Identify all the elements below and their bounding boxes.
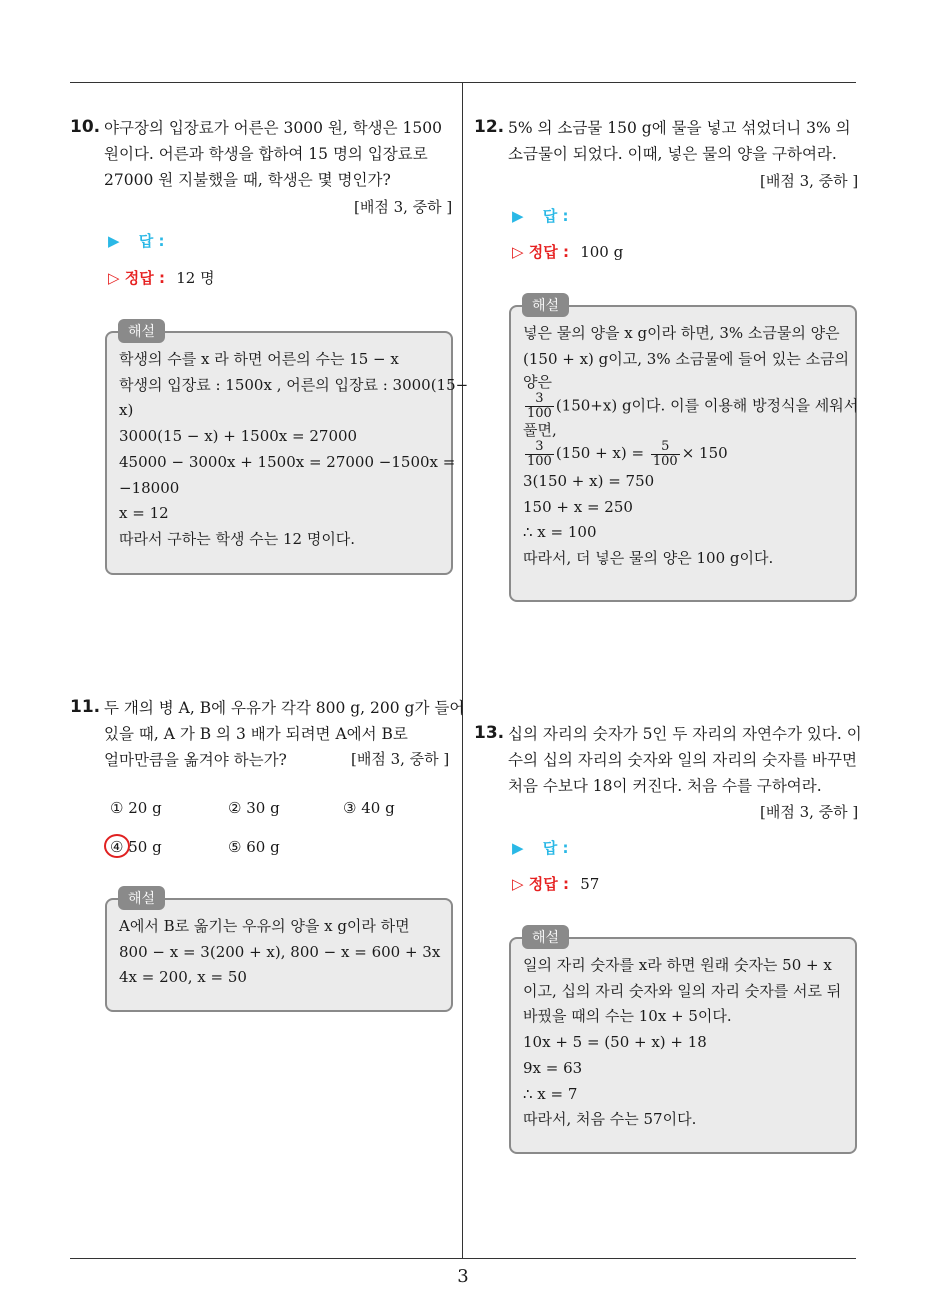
explanation-box [105, 898, 453, 1012]
question-number: 12. [474, 117, 505, 137]
explanation-line: 150 + x = 250 [523, 497, 633, 516]
option-1[interactable]: ① 20 g [110, 799, 162, 817]
bottom-rule [70, 1258, 856, 1259]
explanation-line: 바꿨을 때의 수는 10x + 5이다. [523, 1007, 732, 1026]
fraction: $\frac{3}{100}$ [527, 391, 552, 422]
question-line: 얼마만큼을 옮겨야 하는가? [104, 751, 287, 769]
question-number: 10. [70, 117, 101, 137]
question-text [508, 721, 862, 799]
correct-answer-label: 정답 : [528, 875, 569, 893]
option-3[interactable]: ③ 40 g [343, 799, 395, 817]
explanation-line: 따라서, 더 넣은 물의 양은 100 g이다. [523, 549, 774, 568]
explanation-line: 학생의 수를 x 라 하면 어른의 수는 15 − x [119, 350, 399, 368]
explanation-line: 일의 자리 숫자를 x라 하면 원래 숫자는 50 + x [523, 956, 832, 974]
top-rule [70, 82, 856, 83]
correct-answer-label: 정답 : [528, 243, 569, 261]
explanation-line: 이고, 십의 자리 숫자와 일의 자리 숫자를 서로 뒤 [523, 981, 842, 1000]
explanation-line: 3000(15 − x) + 1500x = 27000 [119, 427, 358, 446]
explanation-line: 10x + 5 = (50 + x) + 18 [523, 1033, 707, 1052]
explanation-tag: 해설 [118, 886, 165, 910]
explanation-tag: 해설 [522, 925, 569, 949]
question-number: 13. [474, 723, 505, 743]
question-line: 5% 의 소금물 150 g에 물을 넣고 섞었더니 3% 의 [508, 119, 851, 137]
play-triangle-icon: ▶ [512, 207, 524, 225]
question-line: 27000 원 지불했을 때, 학생은 몇 명인가? [104, 171, 391, 189]
question-line: 십의 자리의 숫자가 5인 두 자리의 자연수가 있다. 이 [508, 725, 862, 743]
question-line: 소금물이 되었다. 이때, 넣은 물의 양을 구하여라. [508, 145, 837, 163]
explanation-tag: 해설 [522, 293, 569, 317]
explanation-line: −18000 [119, 478, 180, 497]
option-2[interactable]: ② 30 g [228, 799, 280, 817]
explanation-line: 3(150 + x) = 750 [523, 471, 655, 490]
explanation-line: 4x = 200, x = 50 [119, 968, 247, 987]
explanation-line: ∴ x = 100 [523, 523, 597, 542]
question-line: 수의 십의 자리의 숫자와 일의 자리의 숫자를 바꾸면 [508, 751, 857, 769]
column-divider [462, 83, 463, 1258]
question-line: 처음 수보다 18이 커진다. 처음 수를 구하여라. [508, 777, 822, 795]
answer-label: 답 : [138, 232, 165, 250]
explanation-line: x) [119, 401, 134, 420]
option-5[interactable]: ⑤ 60 g [228, 838, 280, 856]
play-triangle-icon: ▶ [512, 839, 524, 857]
fraction: $\frac{3}{100}$ [527, 438, 552, 469]
correct-answer-value: 57 [580, 875, 600, 893]
explanation-box [105, 331, 469, 575]
score-label: [배점 3, 중하 ] [760, 803, 859, 821]
outline-triangle-icon: ▷ [108, 269, 120, 287]
explanation-line: 9x = 63 [523, 1058, 583, 1077]
question-line: 원이다. 어른과 학생을 합하여 15 명의 입장료로 [104, 145, 428, 163]
answer-row[interactable] [512, 205, 569, 226]
correct-answer-label: 정답 : [124, 269, 165, 287]
answer-row[interactable] [108, 230, 165, 251]
explanation-line: 800 − x = 3(200 + x), 800 − x = 600 + 3x [119, 942, 441, 961]
score-label: [배점 3, 중하 ] [354, 198, 453, 216]
correct-answer-value: 100 g [580, 243, 624, 261]
explanation-line: 45000 − 3000x + 1500x = 27000 −1500x = [119, 452, 456, 471]
outline-triangle-icon: ▷ [512, 875, 524, 893]
explanation-line: 따라서 구하는 학생 수는 12 명이다. [119, 529, 356, 548]
question-number: 11. [70, 697, 101, 717]
question-line: 야구장의 입장료가 어른은 3000 원, 학생은 1500 [104, 119, 442, 137]
question-line: 두 개의 병 A, B에 우유가 각각 800 g, 200 g가 들어 [104, 699, 465, 717]
explanation-line: 풀면, [523, 421, 557, 440]
explanation-line: 따라서, 처음 수는 57이다. [523, 1110, 697, 1129]
explanation-box [509, 937, 857, 1154]
option-4[interactable]: ④ 50 g [110, 838, 162, 856]
explanation-line: ∴ x = 7 [523, 1084, 578, 1103]
fraction: $\frac{5}{100}$ [652, 438, 678, 469]
fraction-line: $\frac{3}{100}$ (150 + x) = $\frac{5}{100}$ × 150 [527, 438, 728, 469]
score-label: [배점 3, 중하 ] [351, 750, 450, 768]
explanation-line: 넣은 물의 양을 x g이라 하면, 3% 소금물의 양은 [523, 324, 840, 342]
explanation-box [509, 305, 857, 602]
answer-label: 답 : [542, 839, 569, 857]
selected-answer-circle-icon [104, 834, 130, 858]
answer-row[interactable] [512, 837, 569, 858]
play-triangle-icon: ▶ [108, 232, 120, 250]
question-text [104, 115, 442, 193]
correct-answer-row [512, 873, 599, 894]
explanation-tag: 해설 [118, 319, 165, 343]
correct-answer-value: 12 명 [176, 269, 215, 287]
outline-triangle-icon: ▷ [512, 243, 524, 261]
answer-label: 답 : [542, 207, 569, 225]
score-label: [배점 3, 중하 ] [760, 172, 859, 190]
correct-answer-row [512, 241, 623, 262]
fraction-line: $\frac{3}{100}$ (150+x) g이다. 이를 이용해 방정식을 세워서 [527, 391, 859, 422]
page-number: 3 [457, 1266, 469, 1287]
explanation-line: A에서 B로 옮기는 우유의 양을 x g이라 하면 [119, 917, 410, 935]
correct-answer-row [108, 267, 215, 288]
explanation-line: x = 12 [119, 504, 169, 523]
explanation-line: 양은 [523, 373, 552, 392]
question-line: 있을 때, A 가 B 의 3 배가 되려면 A에서 B로 [104, 725, 408, 743]
question-text [508, 115, 851, 167]
explanation-line: 학생의 입장료 : 1500x , 어른의 입장료 : 3000(15− [119, 375, 469, 394]
explanation-line: (150 + x) g이고, 3% 소금물에 들어 있는 소금의 [523, 349, 850, 368]
